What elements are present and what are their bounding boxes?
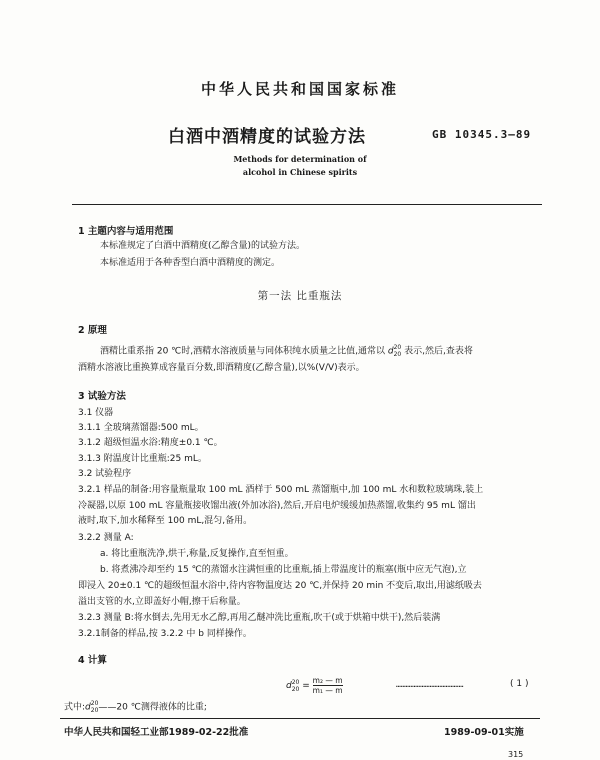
page-number: 315	[508, 750, 524, 759]
section3-2-2-b-line1: b. 将煮沸冷却至约 15 ℃的蒸馏水注满恒重的比重瓶,插上带温度计的瓶塞(瓶中应无气泡),立	[100, 565, 467, 575]
approval-note: 中华人民共和国轻工业部1989-02-22批准	[64, 727, 249, 738]
section3-2-2-b-line2: 即浸入 20±0.1 ℃的超级恒温水浴中,待内容物温度达 20 ℃,并保持 20 min 不变后,取出,用滤纸吸去	[78, 581, 482, 591]
section3-2-2-b-line3: 溢出支管的水,立即盖好小帽,擦干后称量。	[78, 597, 246, 607]
section3-2-1-line1: 3.2.1 样品的制备:用容量瓶量取 100 mL 酒样于 500 mL 蒸馏瓶中,加 100 mL 水和数粒玻璃珠,装上	[78, 485, 484, 495]
d-symbol: d	[387, 346, 394, 357]
section4-heading: 4 计算	[78, 655, 107, 666]
english-title-line2: alcohol in Chinese spirits	[242, 167, 358, 177]
section3-2-1-line3: 液时,取下,加水稀释至 100 mL,混匀,备用。	[78, 516, 253, 526]
standard-code: GB 10345.3—89	[432, 128, 532, 141]
section2-line2: 酒精水溶液比重换算成容量百分数,即酒精度(乙醇含量),以%(V/V)表示。	[78, 363, 365, 373]
formula-lhs-indices	[292, 679, 300, 693]
where-sub: 20	[90, 707, 99, 714]
section2-heading: 2 原理	[78, 325, 107, 336]
section1-paragraph2: 本标准适用于各种香型白酒中酒精度的测定。	[100, 258, 281, 268]
section3-1: 3.1 仪器	[78, 408, 114, 418]
method-title: 第一法 比重瓶法	[257, 290, 343, 302]
header-rule	[72, 204, 542, 205]
section3-1-3: 3.1.3 附温度计比重瓶:25 mL。	[78, 454, 207, 464]
d-sub: 20	[393, 351, 402, 358]
document-title: 白酒中酒精度的试验方法	[168, 127, 366, 147]
section1-paragraph1: 本标准规定了白酒中酒精度(乙醇含量)的试验方法。	[100, 241, 306, 251]
standard-name: 中华人民共和国国家标准	[200, 80, 399, 98]
d-sup: 20	[393, 344, 402, 351]
equation-number: ( 1 )	[510, 679, 529, 689]
section3-1-2: 3.1.2 超级恒温水浴:精度±0.1 ℃。	[78, 438, 223, 448]
where-prefix: 式中:	[64, 702, 86, 713]
section2-line1	[100, 344, 473, 359]
footer-rule	[60, 718, 540, 719]
formula-where	[64, 700, 207, 715]
formula-numerator: m₂ — m	[312, 676, 343, 685]
section3-2-2: 3.2.2 测量 A:	[78, 533, 134, 543]
formula-lhs: d	[286, 681, 292, 691]
where-sup: 20	[90, 700, 99, 707]
section3-2-1-line2: 冷凝器,以原 100 mL 容量瓶接收馏出液(外加冰浴),然后,开启电炉缓缓加热蒸馏,收集约 95 mL 馏出	[78, 501, 476, 511]
formula-1	[286, 676, 343, 695]
where-d: d	[85, 702, 91, 713]
section3-1-1: 3.1.1 全玻璃蒸馏器:500 mL。	[78, 423, 204, 433]
d-indices	[394, 344, 402, 358]
section3-2: 3.2 试验程序	[78, 469, 132, 479]
english-title-line1: Methods for determination of	[233, 154, 367, 164]
implementation-date: 1989-09-01实施	[444, 727, 524, 738]
section3-2-3-line2: 3.2.1制备的样品,按 3.2.2 中 b 同样操作。	[78, 629, 252, 639]
section2-line1-post: 表示,然后,查表将	[404, 346, 473, 357]
where-description: ——20 ℃测得液体的比重;	[98, 702, 207, 713]
formula-fraction	[313, 676, 343, 695]
formula-denominator: m₁ — m	[312, 686, 343, 695]
formula-lhs-sub: 20	[291, 685, 300, 693]
section1-heading: 1 主题内容与适用范围	[78, 226, 174, 237]
formula-lhs-sup: 20	[291, 678, 300, 686]
section3-2-3-line1: 3.2.3 测量 B:将水倒去,先用无水乙醇,再用乙醚冲洗比重瓶,吹干(或于烘箱中烘干),然后装满	[78, 613, 441, 623]
formula-equals: =	[302, 681, 310, 691]
section2-line1-pre: 酒精比重系指 20 ℃时,酒精水溶液质量与同体积纯水质量之比值,通常以	[100, 346, 386, 357]
section3-2-2-a: a. 将比重瓶洗净,烘干,称量,反复操作,直至恒重。	[100, 549, 294, 559]
section3-heading: 3 试验方法	[78, 391, 126, 402]
formula-leader-dots: ……………………………………	[396, 680, 464, 689]
